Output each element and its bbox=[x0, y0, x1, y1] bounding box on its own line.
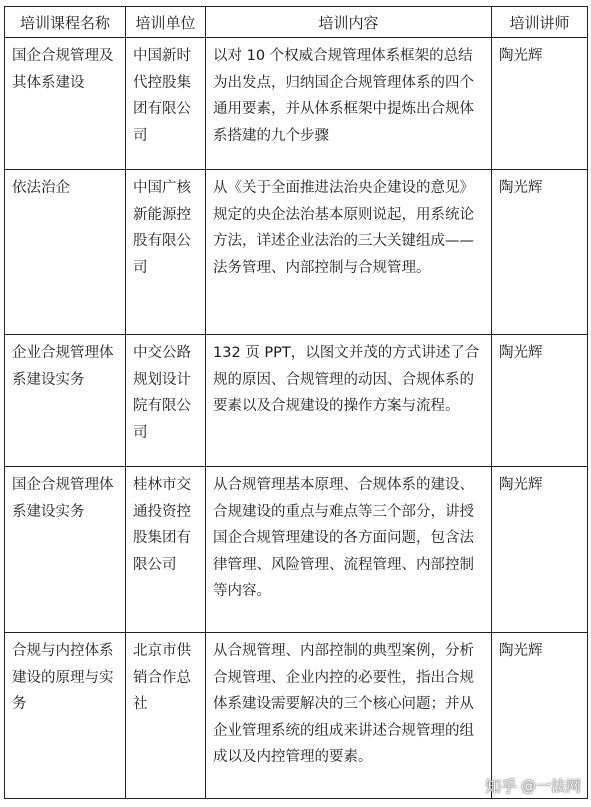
lecturer-cell bbox=[492, 467, 588, 633]
table-row bbox=[5, 170, 588, 335]
course-name-cell bbox=[5, 335, 126, 467]
training-content: 从合规管理、内部控制的典型案例，分析合规管理、企业内控的必要性，指出合规体系建设需要解决的三个核心问题；并从企业管理系统的组成来讲述合规管理的组成以及内控管理的要素。 bbox=[213, 643, 474, 765]
lecturer-name: 陶光辉 bbox=[499, 643, 543, 659]
lecturer-name: 陶光辉 bbox=[499, 477, 543, 493]
training-unit: 中国新时代控股集团有限公司 bbox=[133, 48, 191, 144]
lecturer-cell bbox=[492, 38, 588, 170]
table-row bbox=[5, 335, 588, 467]
training-unit-cell bbox=[126, 335, 206, 467]
table-header-row bbox=[5, 7, 588, 38]
training-unit-cell bbox=[126, 633, 206, 799]
course-name: 企业合规管理体系建设实务 bbox=[12, 345, 114, 388]
zhihu-watermark bbox=[485, 774, 581, 797]
training-unit-cell bbox=[126, 38, 206, 170]
training-content: 从《关于全面推进法治央企建设的意见》规定的央企法治基本原则说起，用系统论方法，详述企业法治的三大关键组成——法务管理、内部控制与合规管理。 bbox=[213, 180, 474, 276]
lecturer-name: 陶光辉 bbox=[499, 345, 543, 361]
training-content: 以对 10 个权威合规管理体系框架的总结为出发点，归纳国企合规管理体系的四个通用要素，并从体系框架中提炼出合规体系搭建的九个步骤 bbox=[213, 48, 474, 144]
course-name-cell bbox=[5, 633, 126, 799]
training-unit-cell bbox=[126, 467, 206, 633]
header-training-unit: 培训单位 bbox=[126, 7, 206, 38]
lecturer-name: 陶光辉 bbox=[499, 180, 543, 196]
course-name: 合规与内控体系建设的原理与实务 bbox=[12, 643, 114, 712]
header-course-name: 培训课程名称 bbox=[5, 7, 126, 38]
watermark-handle: @一法网 bbox=[520, 777, 581, 795]
course-name-cell bbox=[5, 467, 126, 633]
training-content: 132 页 PPT，以图文并茂的方式讲述了合规的原因、合规管理的动因、合规体系的要素以及合规建设的操作方案与流程。 bbox=[213, 345, 480, 414]
course-name: 国企合规管理体系建设实务 bbox=[12, 477, 114, 520]
training-content: 从合规管理基本原理、合规体系的建设、合规建设的重点与难点等三个部分，讲授国企合规管理建设的各方面问题，包含法律管理、风险管理、流程管理、内部控制等内容。 bbox=[213, 477, 474, 599]
lecturer-cell bbox=[492, 170, 588, 335]
training-content-cell bbox=[206, 170, 492, 335]
header-lecturer: 培训讲师 bbox=[492, 7, 588, 38]
training-unit-cell bbox=[126, 170, 206, 335]
course-name-cell bbox=[5, 170, 126, 335]
header-training-content: 培训内容 bbox=[206, 7, 492, 38]
training-unit: 中交公路规划设计院有限公司 bbox=[133, 345, 191, 441]
lecturer-name: 陶光辉 bbox=[499, 48, 543, 64]
lecturer-cell bbox=[492, 335, 588, 467]
course-name: 依法治企 bbox=[12, 180, 70, 196]
training-unit: 桂林市交通投资控股集团有限公司 bbox=[133, 477, 191, 573]
table-row bbox=[5, 38, 588, 170]
training-table bbox=[4, 6, 588, 799]
table-row bbox=[5, 467, 588, 633]
training-content-cell bbox=[206, 38, 492, 170]
training-content-cell bbox=[206, 467, 492, 633]
training-content-cell bbox=[206, 633, 492, 799]
course-name-cell bbox=[5, 38, 126, 170]
training-content-cell bbox=[206, 335, 492, 467]
training-unit: 北京市供销合作总社 bbox=[133, 643, 191, 712]
training-unit: 中国广核新能源控股有限公司 bbox=[133, 180, 191, 276]
course-name: 国企合规管理及其体系建设 bbox=[12, 48, 114, 91]
watermark-site: 知乎 bbox=[484, 777, 517, 796]
